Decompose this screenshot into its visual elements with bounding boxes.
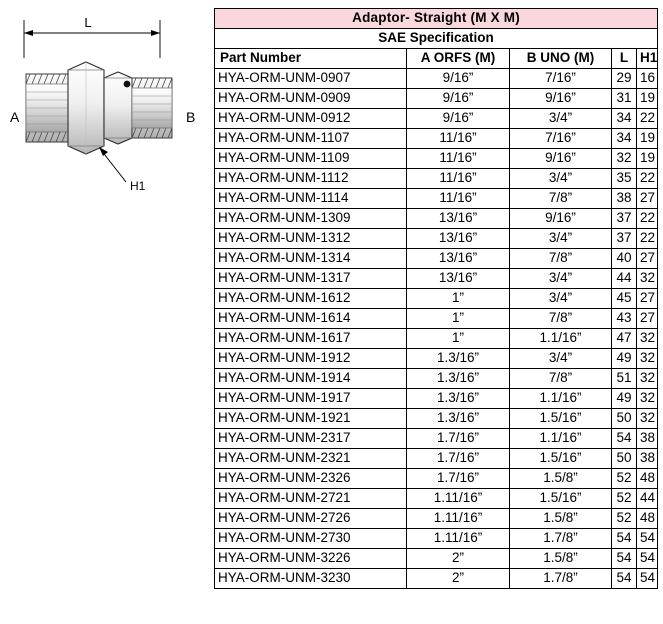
cell-part-number: HYA-ORM-UNM-3226 [215,549,407,569]
cell-l: 54 [612,429,637,449]
cell-l: 54 [612,549,637,569]
cell-b-uno: 1.7/8” [510,529,612,549]
cell-a-orfs: 1.7/16” [407,469,510,489]
cell-h1: 27 [637,189,658,209]
cell-a-orfs: 13/16” [407,249,510,269]
dimension-label-L: L [84,15,92,30]
cell-h1: 54 [637,569,658,589]
cell-h1: 16 [637,69,658,89]
cell-a-orfs: 1.7/16” [407,449,510,469]
table-row [215,89,658,109]
cell-l: 50 [612,409,637,429]
cell-b-uno: 9/16” [510,89,612,109]
table-subtitle: SAE Specification [215,29,658,49]
cell-b-uno: 7/8” [510,369,612,389]
cell-l: 43 [612,309,637,329]
cell-a-orfs: 1” [407,329,510,349]
cell-b-uno: 3/4” [510,269,612,289]
cell-a-orfs: 1.11/16” [407,509,510,529]
cell-part-number: HYA-ORM-UNM-2321 [215,449,407,469]
cell-part-number: HYA-ORM-UNM-1921 [215,409,407,429]
cell-a-orfs: 9/16” [407,89,510,109]
dimension-label-H1: H1 [130,179,146,193]
specification-table [214,8,658,589]
spec-table-container [214,8,657,589]
cell-h1: 22 [637,109,658,129]
cell-l: 52 [612,489,637,509]
cell-l: 49 [612,349,637,369]
cell-l: 35 [612,169,637,189]
cell-a-orfs: 1.3/16” [407,389,510,409]
table-title-row [215,9,658,29]
cell-b-uno: 1.1/16” [510,329,612,349]
dimension-L [24,20,160,58]
cell-h1: 44 [637,489,658,509]
cell-b-uno: 1.5/16” [510,449,612,469]
table-row [215,149,658,169]
column-header-b-uno: B UNO (M) [510,49,612,69]
cell-h1: 22 [637,209,658,229]
cell-l: 50 [612,449,637,469]
cell-b-uno: 1.5/16” [510,489,612,509]
cell-b-uno: 7/8” [510,249,612,269]
cell-a-orfs: 2” [407,569,510,589]
table-title: Adaptor- Straight (M X M) [215,9,658,29]
right-thread [132,78,172,138]
table-row [215,489,658,509]
cell-b-uno: 1.5/8” [510,469,612,489]
cell-part-number: HYA-ORM-UNM-1917 [215,389,407,409]
table-subtitle-row [215,29,658,49]
cell-a-orfs: 1.11/16” [407,489,510,509]
cell-b-uno: 1.5/16” [510,409,612,429]
cell-a-orfs: 1” [407,309,510,329]
table-row [215,549,658,569]
table-header-row [215,49,658,69]
cell-a-orfs: 9/16” [407,109,510,129]
cell-b-uno: 1.7/8” [510,569,612,589]
column-header-part-number: Part Number [215,49,407,69]
column-header-l: L [612,49,637,69]
cell-l: 37 [612,229,637,249]
table-row [215,529,658,549]
cell-b-uno: 9/16” [510,209,612,229]
cell-l: 52 [612,509,637,529]
cell-h1: 19 [637,89,658,109]
cell-b-uno: 1.1/16” [510,429,612,449]
cell-a-orfs: 13/16” [407,229,510,249]
cell-a-orfs: 2” [407,549,510,569]
cell-part-number: HYA-ORM-UNM-1314 [215,249,407,269]
cell-h1: 27 [637,249,658,269]
cell-part-number: HYA-ORM-UNM-1309 [215,209,407,229]
table-row [215,189,658,209]
table-row [215,109,658,129]
cell-part-number: HYA-ORM-UNM-3230 [215,569,407,589]
cell-part-number: HYA-ORM-UNM-1114 [215,189,407,209]
table-row [215,69,658,89]
fitting-drawing [0,0,212,260]
cell-part-number: HYA-ORM-UNM-0907 [215,69,407,89]
column-header-a-orfs: A ORFS (M) [407,49,510,69]
table-row [215,449,658,469]
cell-l: 32 [612,149,637,169]
cell-l: 34 [612,109,637,129]
cell-l: 51 [612,369,637,389]
cell-part-number: HYA-ORM-UNM-2721 [215,489,407,509]
cell-h1: 27 [637,289,658,309]
table-row [215,509,658,529]
cell-l: 45 [612,289,637,309]
table-row [215,429,658,449]
cell-h1: 48 [637,469,658,489]
table-row [215,469,658,489]
cell-b-uno: 9/16” [510,149,612,169]
cell-a-orfs: 1.3/16” [407,409,510,429]
cell-b-uno: 1.5/8” [510,509,612,529]
dimension-label-B: B [186,109,196,125]
cell-a-orfs: 1” [407,289,510,309]
o-ring-marker [124,81,131,88]
leader-H1 [99,147,126,182]
cell-b-uno: 3/4” [510,229,612,249]
cell-part-number: HYA-ORM-UNM-1112 [215,169,407,189]
cell-h1: 32 [637,269,658,289]
cell-b-uno: 7/8” [510,309,612,329]
cell-l: 54 [612,529,637,549]
cell-h1: 38 [637,429,658,449]
hex-body [68,62,104,154]
cell-a-orfs: 9/16” [407,69,510,89]
cell-part-number: HYA-ORM-UNM-2326 [215,469,407,489]
cell-a-orfs: 11/16” [407,149,510,169]
cell-b-uno: 3/4” [510,109,612,129]
table-row [215,309,658,329]
table-row [215,249,658,269]
cell-b-uno: 1.1/16” [510,389,612,409]
cell-h1: 22 [637,229,658,249]
cell-b-uno: 3/4” [510,289,612,309]
cell-part-number: HYA-ORM-UNM-2730 [215,529,407,549]
cell-l: 47 [612,329,637,349]
cell-h1: 54 [637,549,658,569]
table-row [215,329,658,349]
cell-b-uno: 3/4” [510,169,612,189]
cell-part-number: HYA-ORM-UNM-1614 [215,309,407,329]
table-row [215,289,658,309]
cell-b-uno: 1.5/8” [510,549,612,569]
cell-l: 52 [612,469,637,489]
cell-part-number: HYA-ORM-UNM-2317 [215,429,407,449]
cell-h1: 32 [637,349,658,369]
cell-l: 37 [612,209,637,229]
table-row [215,409,658,429]
cell-part-number: HYA-ORM-UNM-1612 [215,289,407,309]
column-header-h1: H1 [637,49,658,69]
cell-part-number: HYA-ORM-UNM-1317 [215,269,407,289]
cell-a-orfs: 11/16” [407,129,510,149]
cell-h1: 32 [637,389,658,409]
cell-h1: 48 [637,509,658,529]
table-row [215,569,658,589]
cell-l: 38 [612,189,637,209]
cell-part-number: HYA-ORM-UNM-1312 [215,229,407,249]
cell-h1: 19 [637,149,658,169]
cell-part-number: HYA-ORM-UNM-1107 [215,129,407,149]
cell-a-orfs: 1.3/16” [407,369,510,389]
left-thread [26,74,68,142]
table-row [215,209,658,229]
cell-b-uno: 7/16” [510,129,612,149]
table-row [215,369,658,389]
cell-a-orfs: 11/16” [407,169,510,189]
cell-h1: 19 [637,129,658,149]
cell-h1: 32 [637,409,658,429]
cell-l: 29 [612,69,637,89]
cell-a-orfs: 13/16” [407,269,510,289]
table-row [215,389,658,409]
cell-part-number: HYA-ORM-UNM-1912 [215,349,407,369]
cell-l: 40 [612,249,637,269]
cell-b-uno: 7/8” [510,189,612,209]
cell-a-orfs: 1.3/16” [407,349,510,369]
cell-a-orfs: 13/16” [407,209,510,229]
cell-part-number: HYA-ORM-UNM-1914 [215,369,407,389]
table-row [215,169,658,189]
cell-a-orfs: 1.11/16” [407,529,510,549]
cell-l: 44 [612,269,637,289]
table-row [215,229,658,249]
cell-l: 34 [612,129,637,149]
table-row [215,269,658,289]
cell-a-orfs: 11/16” [407,189,510,209]
table-row [215,129,658,149]
cell-b-uno: 3/4” [510,349,612,369]
cell-part-number: HYA-ORM-UNM-0909 [215,89,407,109]
cell-h1: 22 [637,169,658,189]
table-row [215,349,658,369]
cell-l: 49 [612,389,637,409]
cell-h1: 27 [637,309,658,329]
cell-h1: 54 [637,529,658,549]
dimension-label-A: A [10,109,20,125]
cell-part-number: HYA-ORM-UNM-1109 [215,149,407,169]
cell-part-number: HYA-ORM-UNM-2726 [215,509,407,529]
cell-part-number: HYA-ORM-UNM-1617 [215,329,407,349]
cell-part-number: HYA-ORM-UNM-0912 [215,109,407,129]
cell-a-orfs: 1.7/16” [407,429,510,449]
cell-h1: 32 [637,369,658,389]
cell-l: 31 [612,89,637,109]
cell-h1: 38 [637,449,658,469]
cell-h1: 32 [637,329,658,349]
cell-b-uno: 7/16” [510,69,612,89]
cell-l: 54 [612,569,637,589]
